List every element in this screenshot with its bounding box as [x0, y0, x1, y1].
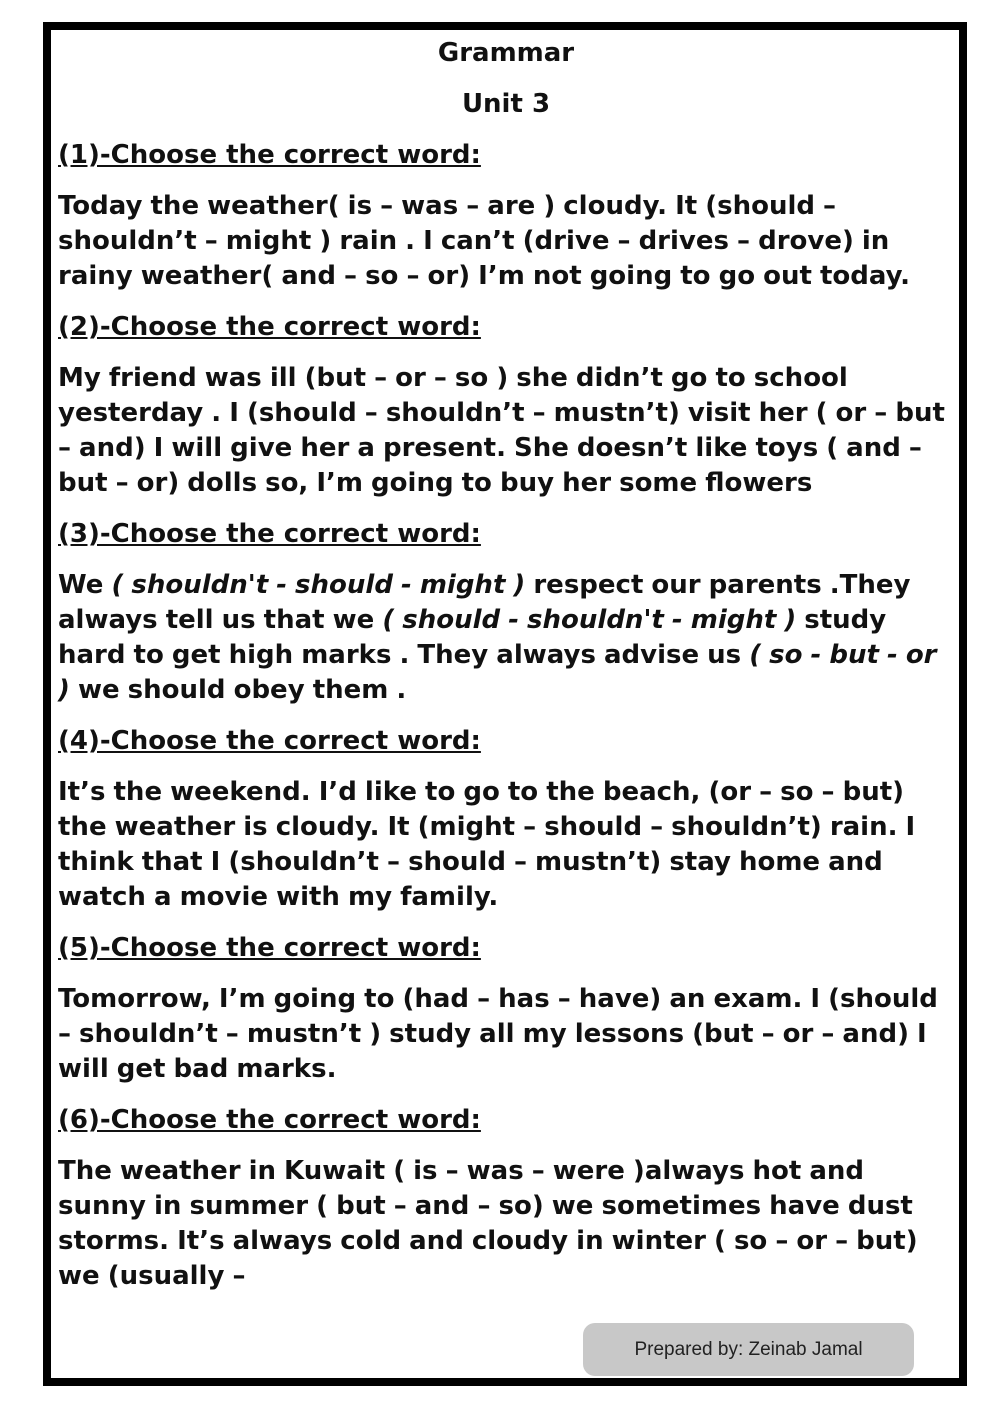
section-3-part: we should obey them .: [69, 675, 407, 705]
section-2-heading: (2)-Choose the correct word:: [58, 312, 481, 342]
section-1-text: Today the weather( is – was – are ) cloudy. It (should – shouldn’t – might ) rain . I can’t (drive – drives – drove) in rainy weather( and – so – or) I’m not going to go out today.: [58, 191, 911, 291]
worksheet-content: [58, 36, 954, 1294]
unit-label: Unit 3: [461, 89, 551, 119]
section-3-choice-1: ( shouldn't - should - might ): [111, 570, 526, 600]
section-3-choice-2: ( should - shouldn't - might ): [382, 605, 797, 635]
section-1-heading: (1)-Choose the correct word:: [58, 140, 481, 170]
section-3-choice-3: ( so - but - or ): [58, 640, 937, 705]
section-3-part: study hard to get high marks . They always advise us: [58, 605, 887, 670]
section-4-heading: (4)-Choose the correct word:: [58, 726, 481, 756]
section-3-heading: (3)-Choose the correct word:: [58, 519, 481, 549]
section-3-part: respect our parents .They always tell us that we: [58, 570, 911, 635]
section-6-heading: (6)-Choose the correct word:: [58, 1105, 481, 1135]
section-3-part: We: [58, 570, 112, 600]
section-4-text: It’s the weekend. I’d like to go to the beach, (or – so – but) the weather is cloudy. It (might – should – shouldn’t) rain. I think that I (shouldn’t – should – mustn’t) stay home and watch a movie with my family.: [58, 777, 916, 912]
section-6-text: The weather in Kuwait ( is – was – were )always hot and sunny in summer ( but – and – so) we sometimes have dust storms. It’s always cold and cloudy in winter ( so – or – but) we (usually –: [58, 1156, 918, 1291]
section-5-text: Tomorrow, I’m going to (had – has – have) an exam. I (should – shouldn’t – mustn’t ) study all my lessons (but – or – and) I will get bad marks.: [58, 984, 938, 1084]
page-title: Grammar: [437, 38, 575, 68]
section-5-heading: (5)-Choose the correct word:: [58, 933, 481, 963]
section-2-text: My friend was ill (but – or – so ) she didn’t go to school yesterday . I (should – shouldn’t – mustn’t) visit her ( or – but – and) I will give her a present. She doesn’t like toys ( and – but – or) dolls so, I’m going to buy her some flowers: [58, 363, 945, 498]
section-3-text: [58, 568, 954, 708]
prepared-by-text: Prepared by: Zeinab Jamal: [634, 1338, 863, 1360]
prepared-by-badge: [583, 1323, 914, 1376]
